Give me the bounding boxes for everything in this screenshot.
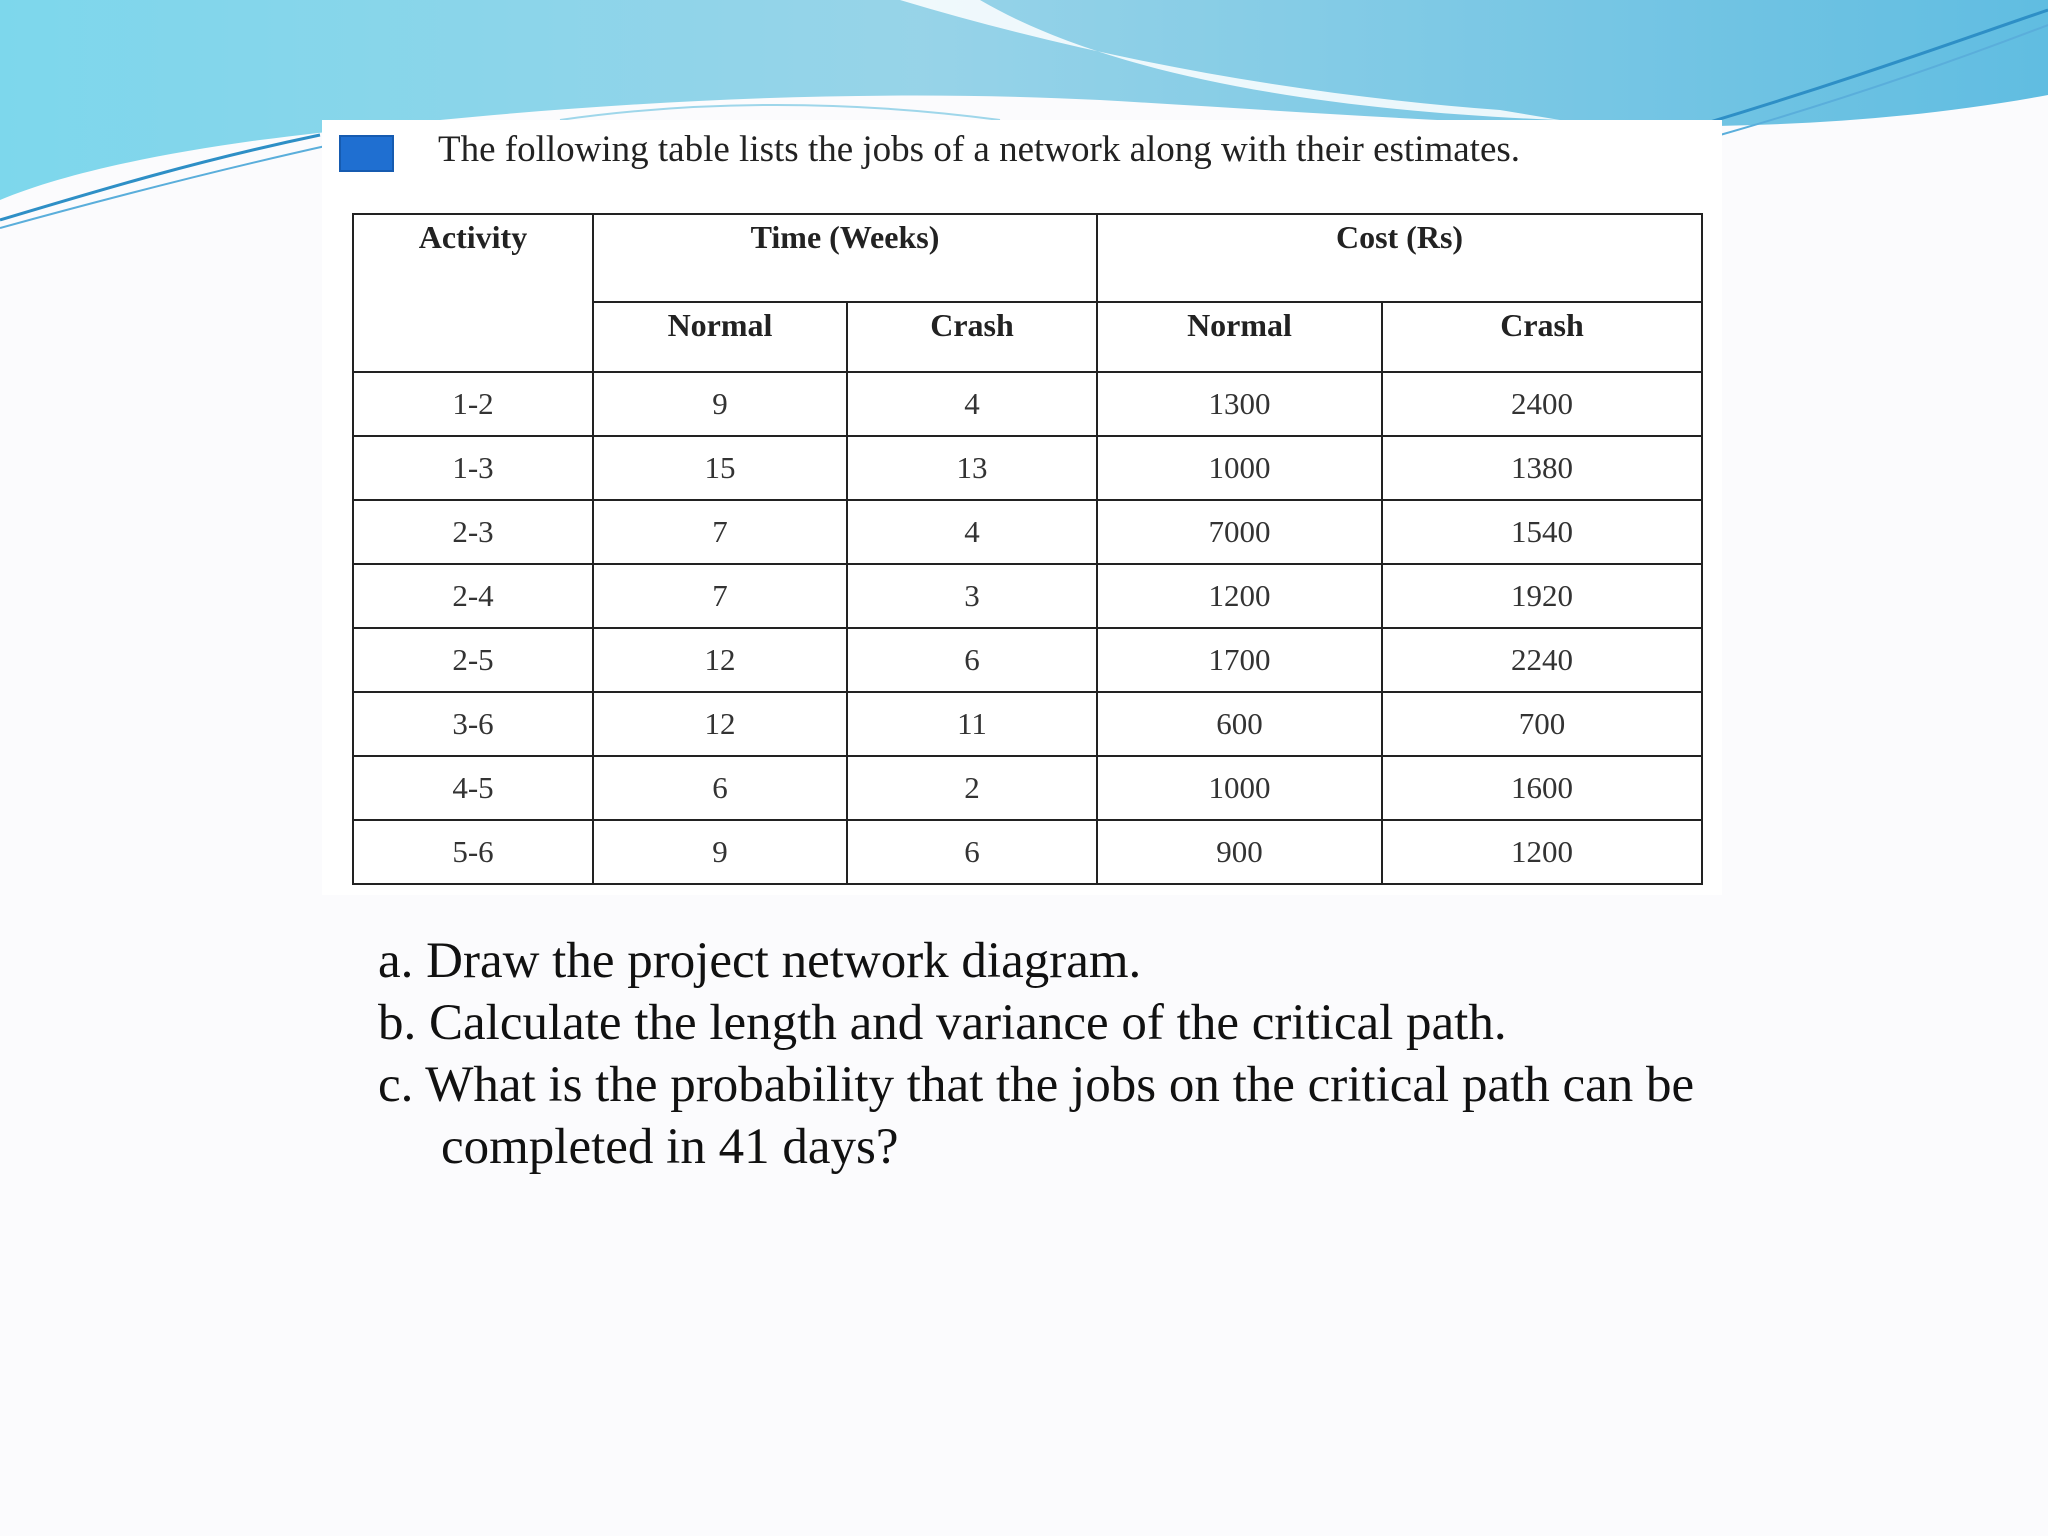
cell-activity: 2-4 <box>353 564 593 628</box>
cell-cost-crash: 1200 <box>1382 820 1702 884</box>
cell-cost-normal: 7000 <box>1097 500 1382 564</box>
cell-cost-crash: 2240 <box>1382 628 1702 692</box>
question-c-continued: completed in 41 days? <box>441 1119 899 1175</box>
cell-time-crash: 2 <box>847 756 1097 820</box>
cell-cost-crash: 1600 <box>1382 756 1702 820</box>
table-row <box>353 372 1702 436</box>
table-row <box>353 820 1702 884</box>
cell-time-normal: 12 <box>593 628 847 692</box>
cell-time-crash: 6 <box>847 628 1097 692</box>
cell-cost-normal: 1000 <box>1097 756 1382 820</box>
header-cost-rs: Cost (Rs) <box>1097 214 1702 302</box>
cell-cost-normal: 1000 <box>1097 436 1382 500</box>
header-cost-normal: Normal <box>1097 302 1382 372</box>
table-row <box>353 756 1702 820</box>
cell-cost-crash: 1380 <box>1382 436 1702 500</box>
cell-cost-crash: 1920 <box>1382 564 1702 628</box>
cell-activity: 5-6 <box>353 820 593 884</box>
cell-cost-normal: 1700 <box>1097 628 1382 692</box>
question-c: c. What is the probability that the jobs on the critical path can be <box>378 1057 1695 1113</box>
cell-activity: 1-3 <box>353 436 593 500</box>
cell-time-crash: 4 <box>847 500 1097 564</box>
header-time-weeks: Time (Weeks) <box>593 214 1097 302</box>
cell-cost-normal: 1200 <box>1097 564 1382 628</box>
question-a: a. Draw the project network diagram. <box>378 933 1142 989</box>
header-activity: Activity <box>353 214 593 372</box>
cell-cost-crash: 2400 <box>1382 372 1702 436</box>
cell-time-normal: 7 <box>593 500 847 564</box>
table-row <box>353 692 1702 756</box>
cell-time-normal: 12 <box>593 692 847 756</box>
intro-text: The following table lists the jobs of a network along with their estimates. <box>438 129 1521 170</box>
table-row <box>353 628 1702 692</box>
header-wave-curve-top <box>560 105 1000 120</box>
cell-cost-crash: 700 <box>1382 692 1702 756</box>
cell-cost-normal: 900 <box>1097 820 1382 884</box>
table-row <box>353 564 1702 628</box>
cell-activity: 3-6 <box>353 692 593 756</box>
cell-time-normal: 6 <box>593 756 847 820</box>
cell-activity: 1-2 <box>353 372 593 436</box>
header-time-normal: Normal <box>593 302 847 372</box>
cell-time-crash: 11 <box>847 692 1097 756</box>
cell-activity: 2-3 <box>353 500 593 564</box>
bullet-square-icon <box>339 135 394 172</box>
questions-list <box>378 930 1938 1178</box>
cell-cost-normal: 1300 <box>1097 372 1382 436</box>
job-estimates-table <box>352 213 1703 885</box>
cell-time-normal: 9 <box>593 820 847 884</box>
cell-time-crash: 4 <box>847 372 1097 436</box>
cell-time-crash: 3 <box>847 564 1097 628</box>
table-row <box>353 500 1702 564</box>
cell-time-normal: 7 <box>593 564 847 628</box>
cell-activity: 4-5 <box>353 756 593 820</box>
cell-cost-normal: 600 <box>1097 692 1382 756</box>
question-b: b. Calculate the length and variance of the critical path. <box>378 995 1507 1051</box>
cell-activity: 2-5 <box>353 628 593 692</box>
table-row <box>353 436 1702 500</box>
header-cost-crash: Crash <box>1382 302 1702 372</box>
cell-time-normal: 9 <box>593 372 847 436</box>
header-time-crash: Crash <box>847 302 1097 372</box>
cell-time-crash: 6 <box>847 820 1097 884</box>
cell-time-normal: 15 <box>593 436 847 500</box>
cell-cost-crash: 1540 <box>1382 500 1702 564</box>
cell-time-crash: 13 <box>847 436 1097 500</box>
